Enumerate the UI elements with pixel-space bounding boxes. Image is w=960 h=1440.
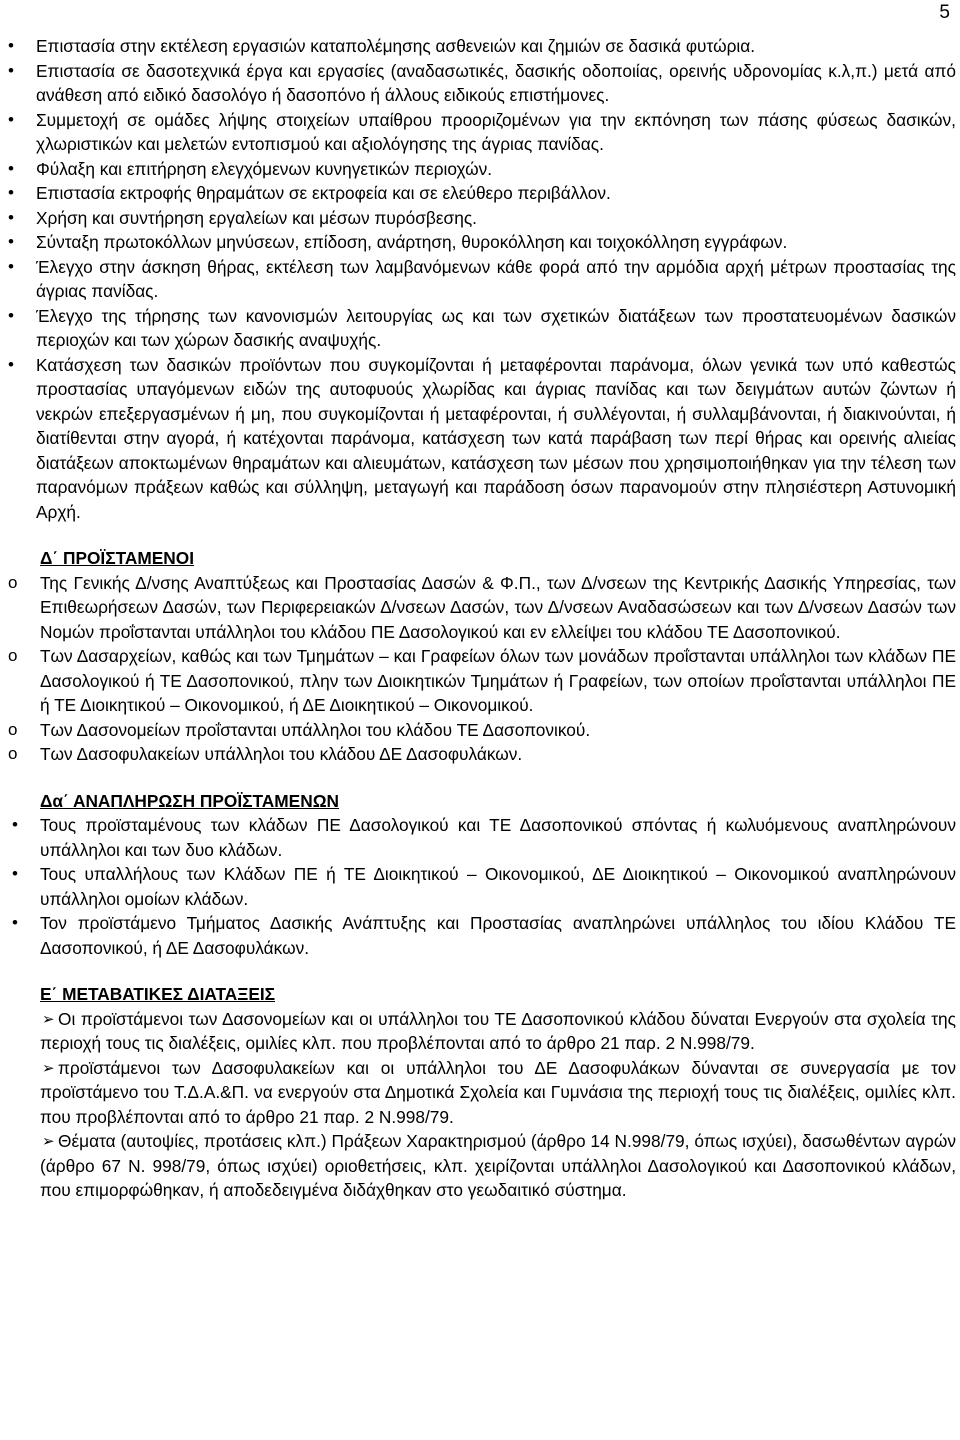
transitional-arrow-list	[40, 1007, 956, 1203]
list-item: • Έλεγχο της τήρησης των κανονισμών λειτουργίας ως και των σχετικών διατάξεων των προστατευομένων δασικών περιοχών και των χώρων δασικής αναψυχής.	[36, 304, 956, 353]
document-body	[36, 34, 956, 1203]
list-item: • Επιστασία σε δασοτεχνικά έργα και εργασίες (αναδασωτικές, δασικής οδοποιίας, ορεινής υδρονομίας κ.λ,π.) μετά από ανάθεση από ειδικό δασολόγο ή δασοπόνο ή άλλους ειδικούς επιστήμονες.	[36, 59, 956, 108]
section-transitional-provisions	[40, 982, 956, 1203]
section-heading-transitional: Ε΄ ΜΕΤΑΒΑΤΙΚΕΣ ΔΙΑΤΑΞΕΙΣ	[40, 984, 276, 1004]
list-item: • Τους προϊσταμένους των κλάδων ΠΕ Δασολογικού και ΤΕ Δασοπονικού σπόντας ή κωλυόμενους αναπληρώνουν υπάλληλοι και των δυο κλάδων.	[40, 813, 956, 862]
list-item: • Χρήση και συντήρηση εργαλείων και μέσων πυρόσβεσης.	[36, 206, 956, 231]
list-item: • Κατάσχεση των δασικών προϊόντων που συγκομίζονται ή μεταφέρονται παράνομα, όλων γενικά των υπό καθεστώς προστασίας υπαγόμενων ειδών της αυτοφυούς χλωρίδας και άγριας πανίδας και των δειγμάτων αυτών ζώντων ή νεκρών επεξεργασμένων ή μη, που συγκομίζονται ή μεταφέρονται, ή συλλέγονται, ή συλλαμβάνονται, ή διακινούνται, ή διατίθενται στην αγορά, ή κατέχονται παράνομα, κατάσχεση των κατά παράβαση των περί θήρας και ορεινής αλιείας διατάξεων αποκτωμένων θηραμάτων και αλιευμάτων, κατάσχεση των μέσων που χρησιμοποιήθηκαν για την τέλεση των παρανόμων πράξεων καθώς και σύλληψη, μεταγωγή και παράδοση όσων παρανομούν στην πλησιέστερη Αστυνομική Αρχή.	[36, 353, 956, 525]
list-item: o Της Γενικής Δ/νσης Αναπτύξεως και Προστασίας Δασών & Φ.Π., των Δ/νσεων της Κεντρικής Δασικής Υπηρεσίας, των Επιθεωρήσεων Δασών, των Περιφερειακών Δ/νσεων Δασών, των Δ/νσεων Αναδασώσεων και των Δ/νσεων Δασών των Νομών προΐστανται υπάλληλοι του κλάδου ΠΕ Δασολογικού και εν ελλείψει του κλάδου ΤΕ Δασοπονικού.	[40, 571, 956, 645]
list-item: • Φύλαξη και επιτήρηση ελεγχόμενων κυνηγετικών περιοχών.	[36, 157, 956, 182]
page-number: 5	[939, 2, 950, 23]
list-item: • Τον προϊστάμενο Τμήματος Δασικής Ανάπτυξης και Προστασίας αναπληρώνει υπάλληλος του ιδίου Κλάδου ΤΕ Δασοπονικού, ή ΔΕ Δασοφυλάκων.	[40, 911, 956, 960]
list-item: ➢ Οι προϊστάμενοι των Δασονομείων και οι υπάλληλοι του ΤΕ Δασοπονικού κλάδου δύναται Ενεργούν στα σχολεία της περιοχή τους τις διαλέξεις, ομιλίες κλπ. που προβλέπονται από το άρθρο 21 παρ. 2 Ν.998/79.	[40, 1007, 956, 1056]
list-item: • Τους υπαλλήλους των Κλάδων ΠΕ ή ΤΕ Διοικητικού – Οικονομικού, ΔΕ Διοικητικού – Οικονομικού αναπληρώνουν υπάλληλοι ομοίων κλάδων.	[40, 862, 956, 911]
list-item: • Συμμετοχή σε ομάδες λήψης στοιχείων υπαίθρου προοριζομένων για την εκπόνηση των πάσης φύσεως δασικών, χλωριστικών και μελετών εντοπισμού και αξιολόγησης της άγριας πανίδας.	[36, 108, 956, 157]
section-supervisors	[40, 546, 956, 767]
section-heading-replacement: Δα΄ ΑΝΑΠΛΗΡΩΣΗ ΠΡΟΪΣΤΑΜΕΝΩΝ	[40, 790, 340, 811]
replacement-bullet-list	[40, 813, 956, 960]
list-item: • Έλεγχο στην άσκηση θήρας, εκτέλεση των λαμβανόμενων κάθε φορά από την αρμόδια αρχή μέτρων προστασίας της άγριας πανίδας.	[36, 255, 956, 304]
section-heading-supervisors: Δ΄ ΠΡΟΪΣΤΑΜΕΝΟΙ	[40, 548, 194, 568]
list-item: ➢ Θέματα (αυτοψίες, προτάσεις κλπ.) Πράξεων Χαρακτηρισμού (άρθρο 14 Ν.998/79, όπως ισχύει), δασωθέντων αγρών (άρθρο 67 Ν. 998/79, όπως ισχύει) οριοθετήσεις, κλπ. χειρίζονται υπάλληλοι Δασολογικού και Δασοπονικού κλάδων, που επιμορφώθηκαν, ή αποδεδειγμένα διδάχθηκαν στο γεωδαιτικό σύστημα.	[40, 1129, 956, 1203]
list-item: • Επιστασία εκτροφής θηραμάτων σε εκτροφεία και σε ελεύθερο περιβάλλον.	[36, 181, 956, 206]
list-item: ➢ προϊστάμενοι των Δασοφυλακείων και οι υπάλληλοι του ΔΕ Δασοφυλάκων δύνανται σε συνεργασία με τον προϊστάμενο του Τ.Δ.Α.&Π. να ενεργούν στα Δημοτικά Σχολεία και Γυμνάσια της περιοχή τους τις διαλέξεις, ομιλίες κλπ. που προβλέπονται από το άρθρο 21 παρ. 2 Ν.998/79.	[40, 1056, 956, 1130]
list-item: o Των Δασοφυλακείων υπάλληλοι του κλάδου ΔΕ Δασοφυλάκων.	[40, 742, 956, 767]
section-supervisor-replacement	[40, 789, 956, 961]
list-item: • Σύνταξη πρωτοκόλλων μηνύσεων, επίδοση, ανάρτηση, θυροκόλληση και τοιχοκόλληση εγγράφων.	[36, 230, 956, 255]
supervisors-circle-list	[40, 571, 956, 767]
list-item: o Των Δασαρχείων, καθώς και των Τμημάτων – και Γραφείων όλων των μονάδων προΐστανται υπάλληλοι των κλάδων ΠΕ Δασολογικού ή ΤΕ Δασοπονικού, πλην των Διοικητικών Τμημάτων ή Γραφείων, των οποίων προΐστανται υπάλληλοι ΠΕ ή ΤΕ Διοικητικού – Οικονομικού, ή ΔΕ Διοικητικού – Οικονομικού.	[40, 644, 956, 718]
list-item: o Των Δασονομείων προΐστανται υπάλληλοι του κλάδου ΤΕ Δασοπονικού.	[40, 718, 956, 743]
duties-bullet-list	[36, 34, 956, 524]
list-item: • Επιστασία στην εκτέλεση εργασιών καταπολέμησης ασθενειών και ζημιών σε δασικά φυτώρια.	[36, 34, 956, 59]
